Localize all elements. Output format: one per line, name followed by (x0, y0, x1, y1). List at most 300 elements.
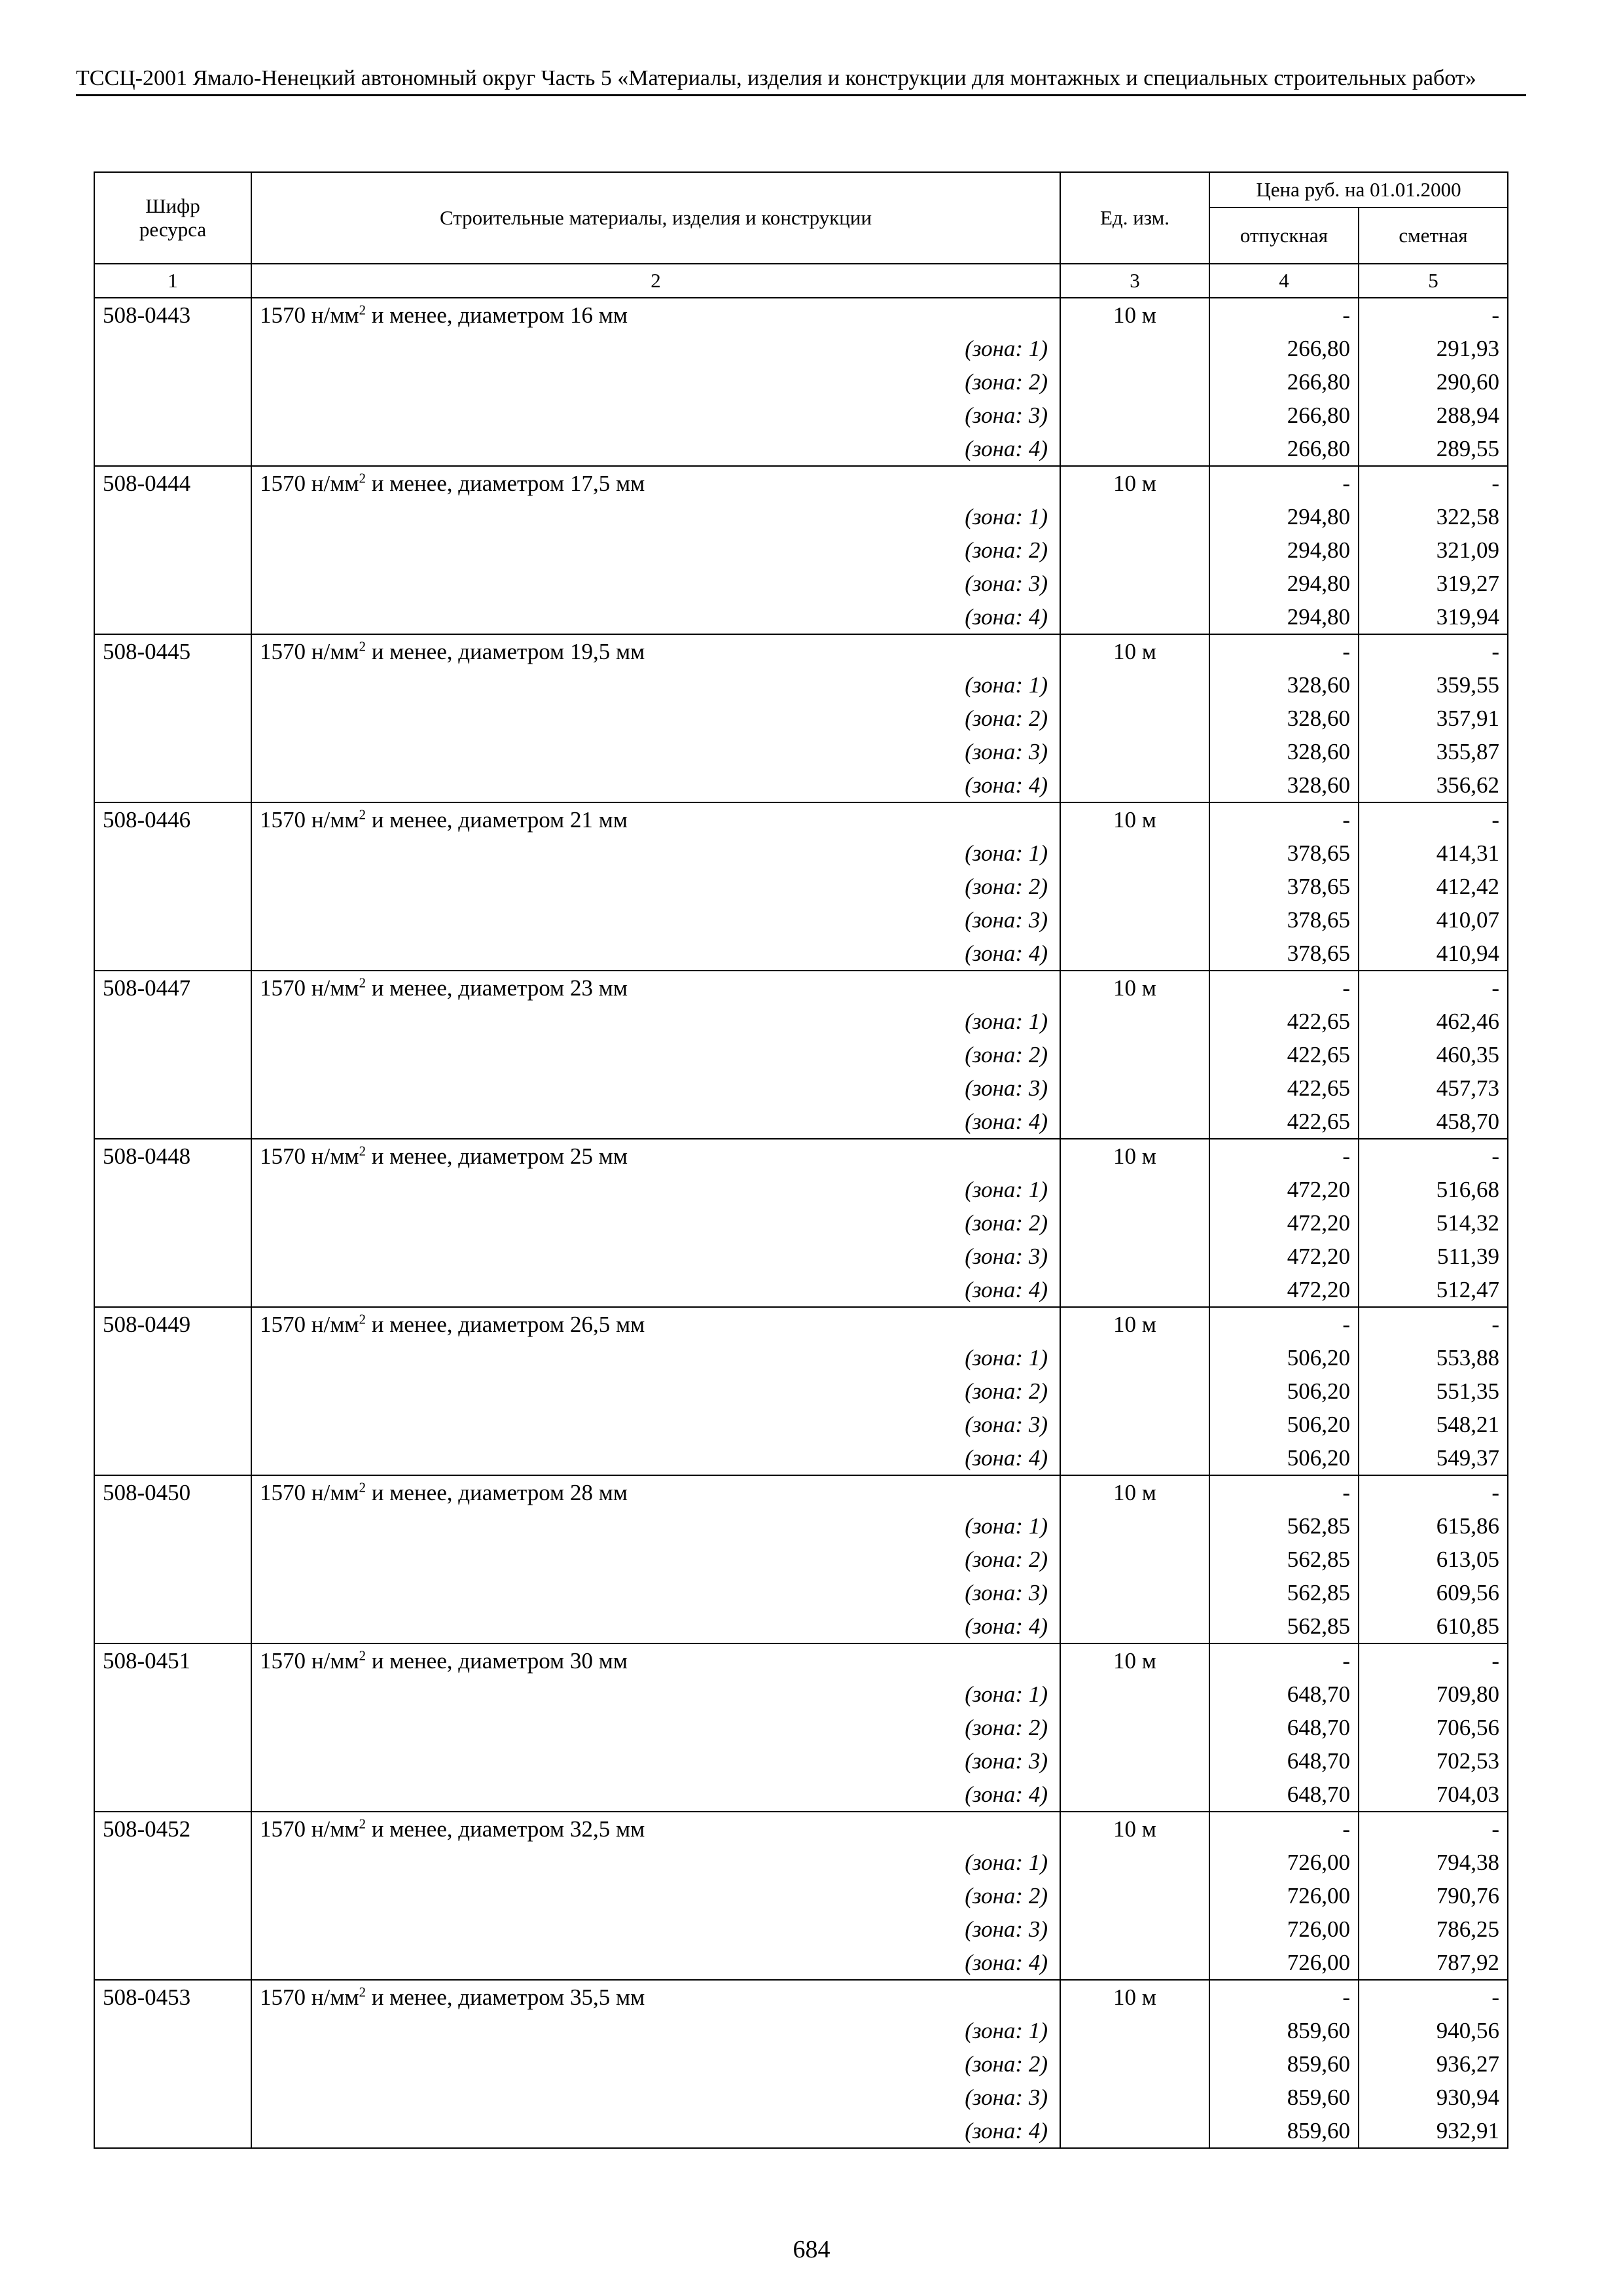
table-row (94, 802, 1508, 836)
material-name (251, 1643, 1060, 1677)
zone-estimate-price: 288,94 (1359, 399, 1508, 432)
table-row (94, 1307, 1508, 1341)
unit-of-measure: 10 м (1060, 971, 1209, 1005)
unit-exponent: 2 (359, 1479, 366, 1496)
zone-row (94, 1038, 1508, 1071)
empty-cell (94, 1912, 251, 1946)
zone-release-price: 328,60 (1209, 702, 1359, 735)
empty-cell (1060, 2014, 1209, 2047)
empty-cell (94, 1441, 251, 1475)
zone-label: (зона: 4) (251, 1609, 1060, 1643)
zone-estimate-price: 786,25 (1359, 1912, 1508, 1946)
zone-row (94, 1879, 1508, 1912)
zone-label: (зона: 2) (251, 1374, 1060, 1408)
empty-cell (94, 399, 251, 432)
empty-cell (1060, 870, 1209, 903)
zone-label: (зона: 2) (251, 870, 1060, 903)
empty-cell (1060, 2047, 1209, 2081)
zone-row (94, 1744, 1508, 1778)
material-name-prefix: 1570 н/мм (260, 975, 359, 1001)
zone-estimate-price: 702,53 (1359, 1744, 1508, 1778)
unit-exponent: 2 (359, 1143, 366, 1159)
document-title: ТССЦ-2001 Ямало-Ненецкий автономный округ Часть 5 «Материалы, изделия и конструкции для монтажных и специальных строительных работ» (76, 66, 1476, 90)
zone-row (94, 937, 1508, 971)
zone-estimate-price: 458,70 (1359, 1105, 1508, 1139)
empty-cell (94, 1609, 251, 1643)
empty-cell (1060, 1005, 1209, 1038)
zone-release-price: 506,20 (1209, 1341, 1359, 1374)
zone-release-price: 648,70 (1209, 1677, 1359, 1711)
zone-row (94, 1005, 1508, 1038)
zone-row (94, 399, 1508, 432)
zone-release-price: 472,20 (1209, 1240, 1359, 1273)
zone-row (94, 332, 1508, 365)
zone-release-price: 422,65 (1209, 1038, 1359, 1071)
empty-cell (94, 1038, 251, 1071)
zone-label: (зона: 4) (251, 1105, 1060, 1139)
zone-estimate-price: 940,56 (1359, 2014, 1508, 2047)
zone-release-price: 294,80 (1209, 533, 1359, 567)
table-row (94, 298, 1508, 332)
unit-exponent: 2 (359, 638, 366, 655)
material-name (251, 1980, 1060, 2014)
zone-label: (зона: 3) (251, 1744, 1060, 1778)
page-header (76, 65, 1526, 96)
zone-estimate-price: 787,92 (1359, 1946, 1508, 1980)
empty-cell (1060, 1912, 1209, 1946)
zone-row (94, 1441, 1508, 1475)
empty-cell (94, 1509, 251, 1543)
unit-of-measure: 10 м (1060, 1475, 1209, 1509)
table-row (94, 1980, 1508, 2014)
table-row (94, 634, 1508, 668)
zone-estimate-price: 289,55 (1359, 432, 1508, 466)
zone-label: (зона: 4) (251, 1273, 1060, 1307)
zone-label: (зона: 3) (251, 1912, 1060, 1946)
zone-release-price: 266,80 (1209, 432, 1359, 466)
estimate-price: - (1359, 1475, 1508, 1509)
zone-label: (зона: 1) (251, 668, 1060, 702)
empty-cell (94, 1341, 251, 1374)
resource-code: 508-0452 (94, 1812, 251, 1846)
empty-cell (1060, 1408, 1209, 1441)
zone-estimate-price: 615,86 (1359, 1509, 1508, 1543)
zone-release-price: 506,20 (1209, 1441, 1359, 1475)
resource-code: 508-0444 (94, 466, 251, 500)
estimate-price: - (1359, 298, 1508, 332)
zone-release-price: 378,65 (1209, 903, 1359, 937)
material-name-suffix: и менее, диаметром 21 мм (366, 807, 628, 833)
zone-release-price: 266,80 (1209, 332, 1359, 365)
release-price: - (1209, 466, 1359, 500)
empty-cell (94, 2081, 251, 2114)
zone-release-price: 726,00 (1209, 1846, 1359, 1879)
unit-exponent: 2 (359, 1816, 366, 1832)
zone-label: (зона: 2) (251, 1038, 1060, 1071)
empty-cell (1060, 768, 1209, 802)
empty-cell (1060, 365, 1209, 399)
zone-release-price: 726,00 (1209, 1879, 1359, 1912)
zone-estimate-price: 794,38 (1359, 1846, 1508, 1879)
zone-estimate-price: 610,85 (1359, 1609, 1508, 1643)
table-row (94, 971, 1508, 1005)
unit-exponent: 2 (359, 1647, 366, 1664)
zone-estimate-price: 930,94 (1359, 2081, 1508, 2114)
header-name: Строительные материалы, изделия и конструкции (251, 172, 1060, 264)
unit-of-measure: 10 м (1060, 1139, 1209, 1173)
zone-release-price: 422,65 (1209, 1071, 1359, 1105)
empty-cell (94, 1576, 251, 1609)
empty-cell (1060, 1543, 1209, 1576)
unit-of-measure: 10 м (1060, 1812, 1209, 1846)
empty-cell (94, 432, 251, 466)
zone-label: (зона: 4) (251, 2114, 1060, 2148)
zone-label: (зона: 1) (251, 1005, 1060, 1038)
zone-row (94, 2114, 1508, 2148)
zone-row (94, 1609, 1508, 1643)
page-number: 684 (793, 2236, 830, 2263)
material-name-prefix: 1570 н/мм (260, 1143, 359, 1169)
zone-row (94, 1543, 1508, 1576)
material-name-prefix: 1570 н/мм (260, 1816, 359, 1842)
table-body (94, 298, 1508, 2148)
zone-label: (зона: 1) (251, 1173, 1060, 1206)
header-unit: Ед. изм. (1060, 172, 1209, 264)
empty-cell (1060, 1946, 1209, 1980)
zone-estimate-price: 357,91 (1359, 702, 1508, 735)
material-name (251, 802, 1060, 836)
zone-estimate-price: 457,73 (1359, 1071, 1508, 1105)
empty-cell (1060, 668, 1209, 702)
empty-cell (1060, 903, 1209, 937)
material-name-suffix: и менее, диаметром 30 мм (366, 1648, 628, 1674)
zone-release-price: 859,60 (1209, 2014, 1359, 2047)
zone-label: (зона: 3) (251, 1071, 1060, 1105)
zone-release-price: 562,85 (1209, 1576, 1359, 1609)
zone-row (94, 567, 1508, 600)
empty-cell (94, 1543, 251, 1576)
zone-release-price: 648,70 (1209, 1744, 1359, 1778)
zone-row (94, 1071, 1508, 1105)
zone-estimate-price: 356,62 (1359, 768, 1508, 802)
zone-release-price: 859,60 (1209, 2081, 1359, 2114)
material-name (251, 1307, 1060, 1341)
release-price: - (1209, 971, 1359, 1005)
empty-cell (94, 1273, 251, 1307)
zone-row (94, 1341, 1508, 1374)
material-name-prefix: 1570 н/мм (260, 807, 359, 833)
zone-label: (зона: 2) (251, 1711, 1060, 1744)
material-name-suffix: и менее, диаметром 25 мм (366, 1143, 628, 1169)
empty-cell (1060, 1879, 1209, 1912)
zone-row (94, 735, 1508, 768)
material-name-suffix: и менее, диаметром 16 мм (366, 302, 628, 328)
zone-release-price: 506,20 (1209, 1374, 1359, 1408)
zone-row (94, 1273, 1508, 1307)
empty-cell (94, 735, 251, 768)
zone-estimate-price: 790,76 (1359, 1879, 1508, 1912)
zone-label: (зона: 3) (251, 2081, 1060, 2114)
column-number: 4 (1209, 264, 1359, 298)
zone-row (94, 1711, 1508, 1744)
zone-estimate-price: 514,32 (1359, 1206, 1508, 1240)
table-row (94, 1812, 1508, 1846)
zone-release-price: 562,85 (1209, 1609, 1359, 1643)
empty-cell (1060, 1744, 1209, 1778)
column-number: 3 (1060, 264, 1209, 298)
zone-label: (зона: 1) (251, 1677, 1060, 1711)
release-price: - (1209, 802, 1359, 836)
empty-cell (94, 1778, 251, 1812)
empty-cell (1060, 1374, 1209, 1408)
zone-row (94, 533, 1508, 567)
unit-of-measure: 10 м (1060, 802, 1209, 836)
empty-cell (1060, 1846, 1209, 1879)
zone-row (94, 702, 1508, 735)
empty-cell (94, 2114, 251, 2148)
empty-cell (94, 2047, 251, 2081)
zone-estimate-price: 460,35 (1359, 1038, 1508, 1071)
table-header (94, 172, 1508, 298)
zone-row (94, 1374, 1508, 1408)
zone-row (94, 836, 1508, 870)
empty-cell (1060, 432, 1209, 466)
zone-release-price: 294,80 (1209, 500, 1359, 533)
zone-row (94, 1509, 1508, 1543)
empty-cell (94, 1374, 251, 1408)
empty-cell (94, 668, 251, 702)
empty-cell (94, 1946, 251, 1980)
empty-cell (1060, 2081, 1209, 2114)
table-row (94, 1139, 1508, 1173)
release-price: - (1209, 1475, 1359, 1509)
material-name-prefix: 1570 н/мм (260, 1480, 359, 1505)
zone-release-price: 859,60 (1209, 2114, 1359, 2148)
material-name-prefix: 1570 н/мм (260, 471, 359, 496)
header-estimate-price: сметная (1359, 207, 1508, 264)
zone-label: (зона: 2) (251, 1543, 1060, 1576)
material-name-prefix: 1570 н/мм (260, 1312, 359, 1337)
column-number: 5 (1359, 264, 1508, 298)
material-name-suffix: и менее, диаметром 32,5 мм (366, 1816, 645, 1842)
release-price: - (1209, 1643, 1359, 1677)
resource-code: 508-0447 (94, 971, 251, 1005)
zone-estimate-price: 410,94 (1359, 937, 1508, 971)
zone-release-price: 328,60 (1209, 735, 1359, 768)
material-name (251, 466, 1060, 500)
zone-row (94, 903, 1508, 937)
column-number: 2 (251, 264, 1060, 298)
unit-of-measure: 10 м (1060, 1643, 1209, 1677)
empty-cell (94, 1879, 251, 1912)
zone-label: (зона: 2) (251, 2047, 1060, 2081)
zone-label: (зона: 2) (251, 702, 1060, 735)
zone-label: (зона: 1) (251, 1341, 1060, 1374)
empty-cell (94, 870, 251, 903)
zone-label: (зона: 2) (251, 533, 1060, 567)
zone-label: (зона: 4) (251, 600, 1060, 634)
material-name (251, 634, 1060, 668)
empty-cell (94, 836, 251, 870)
resource-code: 508-0450 (94, 1475, 251, 1509)
material-name (251, 1139, 1060, 1173)
table-row (94, 1475, 1508, 1509)
unit-exponent: 2 (359, 975, 366, 991)
estimate-price: - (1359, 971, 1508, 1005)
zone-release-price: 328,60 (1209, 768, 1359, 802)
resource-code: 508-0443 (94, 298, 251, 332)
zone-row (94, 1946, 1508, 1980)
unit-of-measure: 10 м (1060, 298, 1209, 332)
empty-cell (94, 332, 251, 365)
zone-row (94, 500, 1508, 533)
header-price-group: Цена руб. на 01.01.2000 (1209, 172, 1508, 207)
price-table (94, 171, 1508, 2149)
empty-cell (94, 365, 251, 399)
zone-row (94, 1408, 1508, 1441)
material-name-suffix: и менее, диаметром 19,5 мм (366, 639, 645, 664)
empty-cell (1060, 735, 1209, 768)
zone-estimate-price: 412,42 (1359, 870, 1508, 903)
empty-cell (94, 1005, 251, 1038)
empty-cell (1060, 2114, 1209, 2148)
zone-release-price: 422,65 (1209, 1005, 1359, 1038)
zone-estimate-price: 319,94 (1359, 600, 1508, 634)
zone-release-price: 378,65 (1209, 836, 1359, 870)
estimate-price: - (1359, 466, 1508, 500)
zone-label: (зона: 4) (251, 768, 1060, 802)
estimate-price: - (1359, 1812, 1508, 1846)
release-price: - (1209, 1139, 1359, 1173)
zone-row (94, 870, 1508, 903)
zone-row (94, 2047, 1508, 2081)
zone-row (94, 600, 1508, 634)
material-name-suffix: и менее, диаметром 26,5 мм (366, 1312, 645, 1337)
zone-release-price: 266,80 (1209, 399, 1359, 432)
empty-cell (94, 903, 251, 937)
zone-estimate-price: 704,03 (1359, 1778, 1508, 1812)
zone-estimate-price: 290,60 (1359, 365, 1508, 399)
empty-cell (1060, 1173, 1209, 1206)
release-price: - (1209, 1307, 1359, 1341)
resource-code: 508-0451 (94, 1643, 251, 1677)
zone-row (94, 768, 1508, 802)
zone-estimate-price: 613,05 (1359, 1543, 1508, 1576)
zone-row (94, 1778, 1508, 1812)
zone-release-price: 472,20 (1209, 1273, 1359, 1307)
column-number: 1 (94, 264, 251, 298)
release-price: - (1209, 298, 1359, 332)
zone-row (94, 1576, 1508, 1609)
zone-release-price: 378,65 (1209, 870, 1359, 903)
header-code: Шифр ресурса (94, 172, 251, 264)
unit-of-measure: 10 м (1060, 1980, 1209, 2014)
zone-estimate-price: 516,68 (1359, 1173, 1508, 1206)
zone-label: (зона: 1) (251, 332, 1060, 365)
zone-release-price: 472,20 (1209, 1206, 1359, 1240)
zone-row (94, 1912, 1508, 1946)
zone-label: (зона: 3) (251, 1240, 1060, 1273)
zone-row (94, 1677, 1508, 1711)
empty-cell (94, 1408, 251, 1441)
zone-release-price: 472,20 (1209, 1173, 1359, 1206)
unit-of-measure: 10 м (1060, 1307, 1209, 1341)
zone-row (94, 1173, 1508, 1206)
empty-cell (94, 1846, 251, 1879)
unit-exponent: 2 (359, 1984, 366, 2000)
resource-code: 508-0445 (94, 634, 251, 668)
zone-label: (зона: 1) (251, 1509, 1060, 1543)
empty-cell (1060, 1576, 1209, 1609)
empty-cell (94, 1206, 251, 1240)
material-name-suffix: и менее, диаметром 17,5 мм (366, 471, 645, 496)
zone-release-price: 859,60 (1209, 2047, 1359, 2081)
zone-release-price: 562,85 (1209, 1509, 1359, 1543)
zone-label: (зона: 4) (251, 1441, 1060, 1475)
zone-release-price: 422,65 (1209, 1105, 1359, 1139)
release-price: - (1209, 1980, 1359, 2014)
empty-cell (94, 2014, 251, 2047)
zone-row (94, 365, 1508, 399)
material-name-suffix: и менее, диаметром 23 мм (366, 975, 628, 1001)
zone-estimate-price: 410,07 (1359, 903, 1508, 937)
zone-estimate-price: 321,09 (1359, 533, 1508, 567)
zone-label: (зона: 1) (251, 836, 1060, 870)
resource-code: 508-0453 (94, 1980, 251, 2014)
empty-cell (1060, 1038, 1209, 1071)
zone-estimate-price: 549,37 (1359, 1441, 1508, 1475)
zone-label: (зона: 4) (251, 937, 1060, 971)
material-name-suffix: и менее, диаметром 28 мм (366, 1480, 628, 1505)
zone-estimate-price: 291,93 (1359, 332, 1508, 365)
zone-label: (зона: 2) (251, 365, 1060, 399)
unit-exponent: 2 (359, 1311, 366, 1327)
zone-release-price: 726,00 (1209, 1912, 1359, 1946)
resource-code: 508-0446 (94, 802, 251, 836)
zone-release-price: 562,85 (1209, 1543, 1359, 1576)
zone-release-price: 648,70 (1209, 1711, 1359, 1744)
empty-cell (1060, 1778, 1209, 1812)
empty-cell (1060, 500, 1209, 533)
empty-cell (94, 1105, 251, 1139)
empty-cell (1060, 836, 1209, 870)
empty-cell (1060, 1509, 1209, 1543)
zone-release-price: 378,65 (1209, 937, 1359, 971)
empty-cell (1060, 332, 1209, 365)
estimate-price: - (1359, 634, 1508, 668)
empty-cell (94, 1240, 251, 1273)
unit-exponent: 2 (359, 470, 366, 486)
empty-cell (94, 1711, 251, 1744)
zone-release-price: 506,20 (1209, 1408, 1359, 1441)
estimate-price: - (1359, 1307, 1508, 1341)
unit-exponent: 2 (359, 806, 366, 823)
estimate-price: - (1359, 1980, 1508, 2014)
zone-row (94, 432, 1508, 466)
zone-release-price: 294,80 (1209, 567, 1359, 600)
material-name-prefix: 1570 н/мм (260, 1648, 359, 1674)
empty-cell (94, 937, 251, 971)
empty-cell (94, 1744, 251, 1778)
zone-label: (зона: 4) (251, 1778, 1060, 1812)
empty-cell (1060, 1711, 1209, 1744)
empty-cell (94, 567, 251, 600)
zone-label: (зона: 4) (251, 1946, 1060, 1980)
zone-label: (зона: 3) (251, 399, 1060, 432)
empty-cell (94, 600, 251, 634)
empty-cell (1060, 1677, 1209, 1711)
zone-release-price: 294,80 (1209, 600, 1359, 634)
